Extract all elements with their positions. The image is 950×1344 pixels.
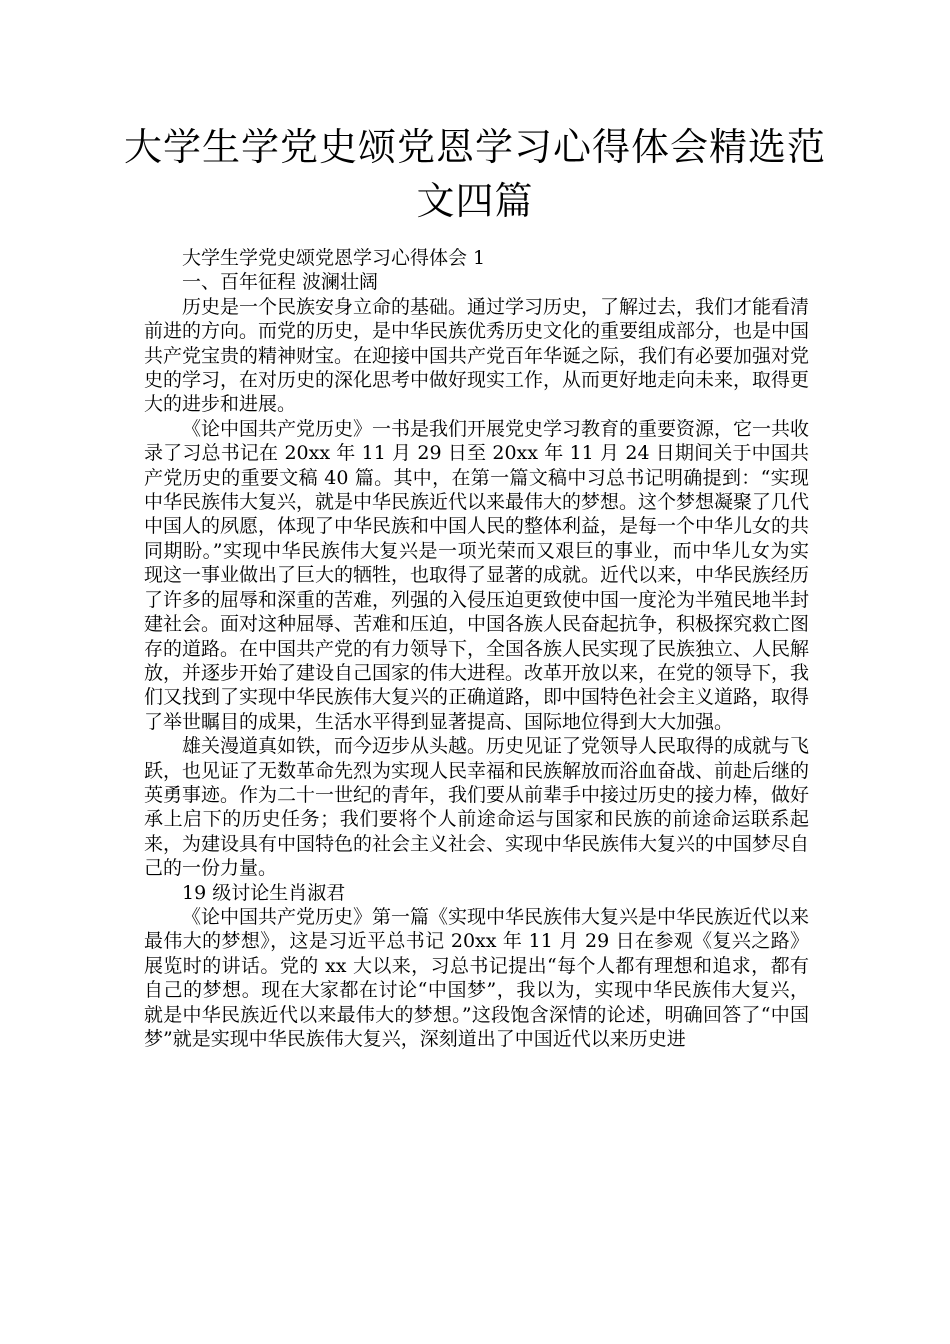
- document-body: [144, 246, 809, 1051]
- paragraph: 雄关漫道真如铁，而今迈步从头越。历史见证了党领导人民取得的成就与飞跃，也见证了无数革命先烈为实现人民幸福和民族解放而浴血奋战、前赴后继的英勇事迹。作为二十一世纪的青年，我们要从前辈手中接过历史的接力棒，做好承上启下的历史任务；我们要将个人前途命运与国家和民族的前途命运联系起来，为建设具有中国特色的社会主义社会、实现中华民族伟大复兴的中国梦尽自己的一份力量。: [144, 735, 810, 880]
- author-line: 19 级讨论生肖淑君: [182, 881, 346, 904]
- paragraph: 历史是一个民族安身立命的基础。通过学习历史，了解过去，我们才能看清前进的方向。而党的历史，是中华民族优秀历史文化的重要组成部分，也是中国共产党宝贵的精神财宝。在迎接中国共产党百年华诞之际，我们有必要加强对党史的学习，在对历史的深化思考中做好现实工作，从而更好地走向未来，取得更大的进步和进展。: [144, 295, 810, 416]
- subsection-heading: 一、百年征程 波澜壮阔: [182, 271, 379, 294]
- section-heading: 大学生学党史颂党恩学习心得体会 1: [182, 247, 486, 269]
- paragraph: 《论中国共产党历史》第一篇《实现中华民族伟大复兴是中华民族近代以来最伟大的梦想》，这是习近平总书记 20xx 年 11 月 29 日在参观《复兴之路》展览时的讲话。党的 xx 大以来，习总书记提出“每个人都有理想和追求，都有自己的梦想。现在大家都在讨论“中国梦”，我以为，实现中华民族伟大复兴，就是中华民族近代以来最伟大的梦想。”这段饱含深情的论述，明确回答了“中国梦”就是实现中华民族伟大复兴，深刻道出了中国近代以来历史进: [144, 905, 810, 1050]
- paragraph: 《论中国共产党历史》一书是我们开展党史学习教育的重要资源，它一共收录了习总书记在 20xx 年 11 月 29 日至 20xx 年 11 月 24 日期间关于中国共产党历史的重要文稿 40 篇。其中，在第一篇文稿中习总书记明确提到：“实现中华民族伟大复兴，就是中华民族近代以来最伟大的梦想。这个梦想凝聚了几代中国人的夙愿，体现了中华民族和中国人民的整体利益，是每一个中华儿女的共同期盼。”实现中华民族伟大复兴是一项光荣而又艰巨的事业，而中华儿女为实现这一事业做出了巨大的牺牲，也取得了显著的成就。近代以来，中华民族经历了许多的屈辱和深重的苦难，列强的入侵压迫更致使中国一度沦为半殖民地半封建社会。面对这种屈辱、苦难和压迫，中国各族人民奋起抗争，积极探究救亡图存的道路。在中国共产党的有力领导下，全国各族人民实现了民族独立、人民解放，并逐步开始了建设自己国家的伟大进程。改革开放以来，在党的领导下，我们又找到了实现中华民族伟大复兴的正确道路，即中国特色社会主义道路，取得了举世瞩目的成果，生活水平得到显著提高、国际地位得到大大加强。: [144, 417, 810, 733]
- document-title: 大学生学党史颂党恩学习心得体会精选范文四篇: [123, 125, 826, 223]
